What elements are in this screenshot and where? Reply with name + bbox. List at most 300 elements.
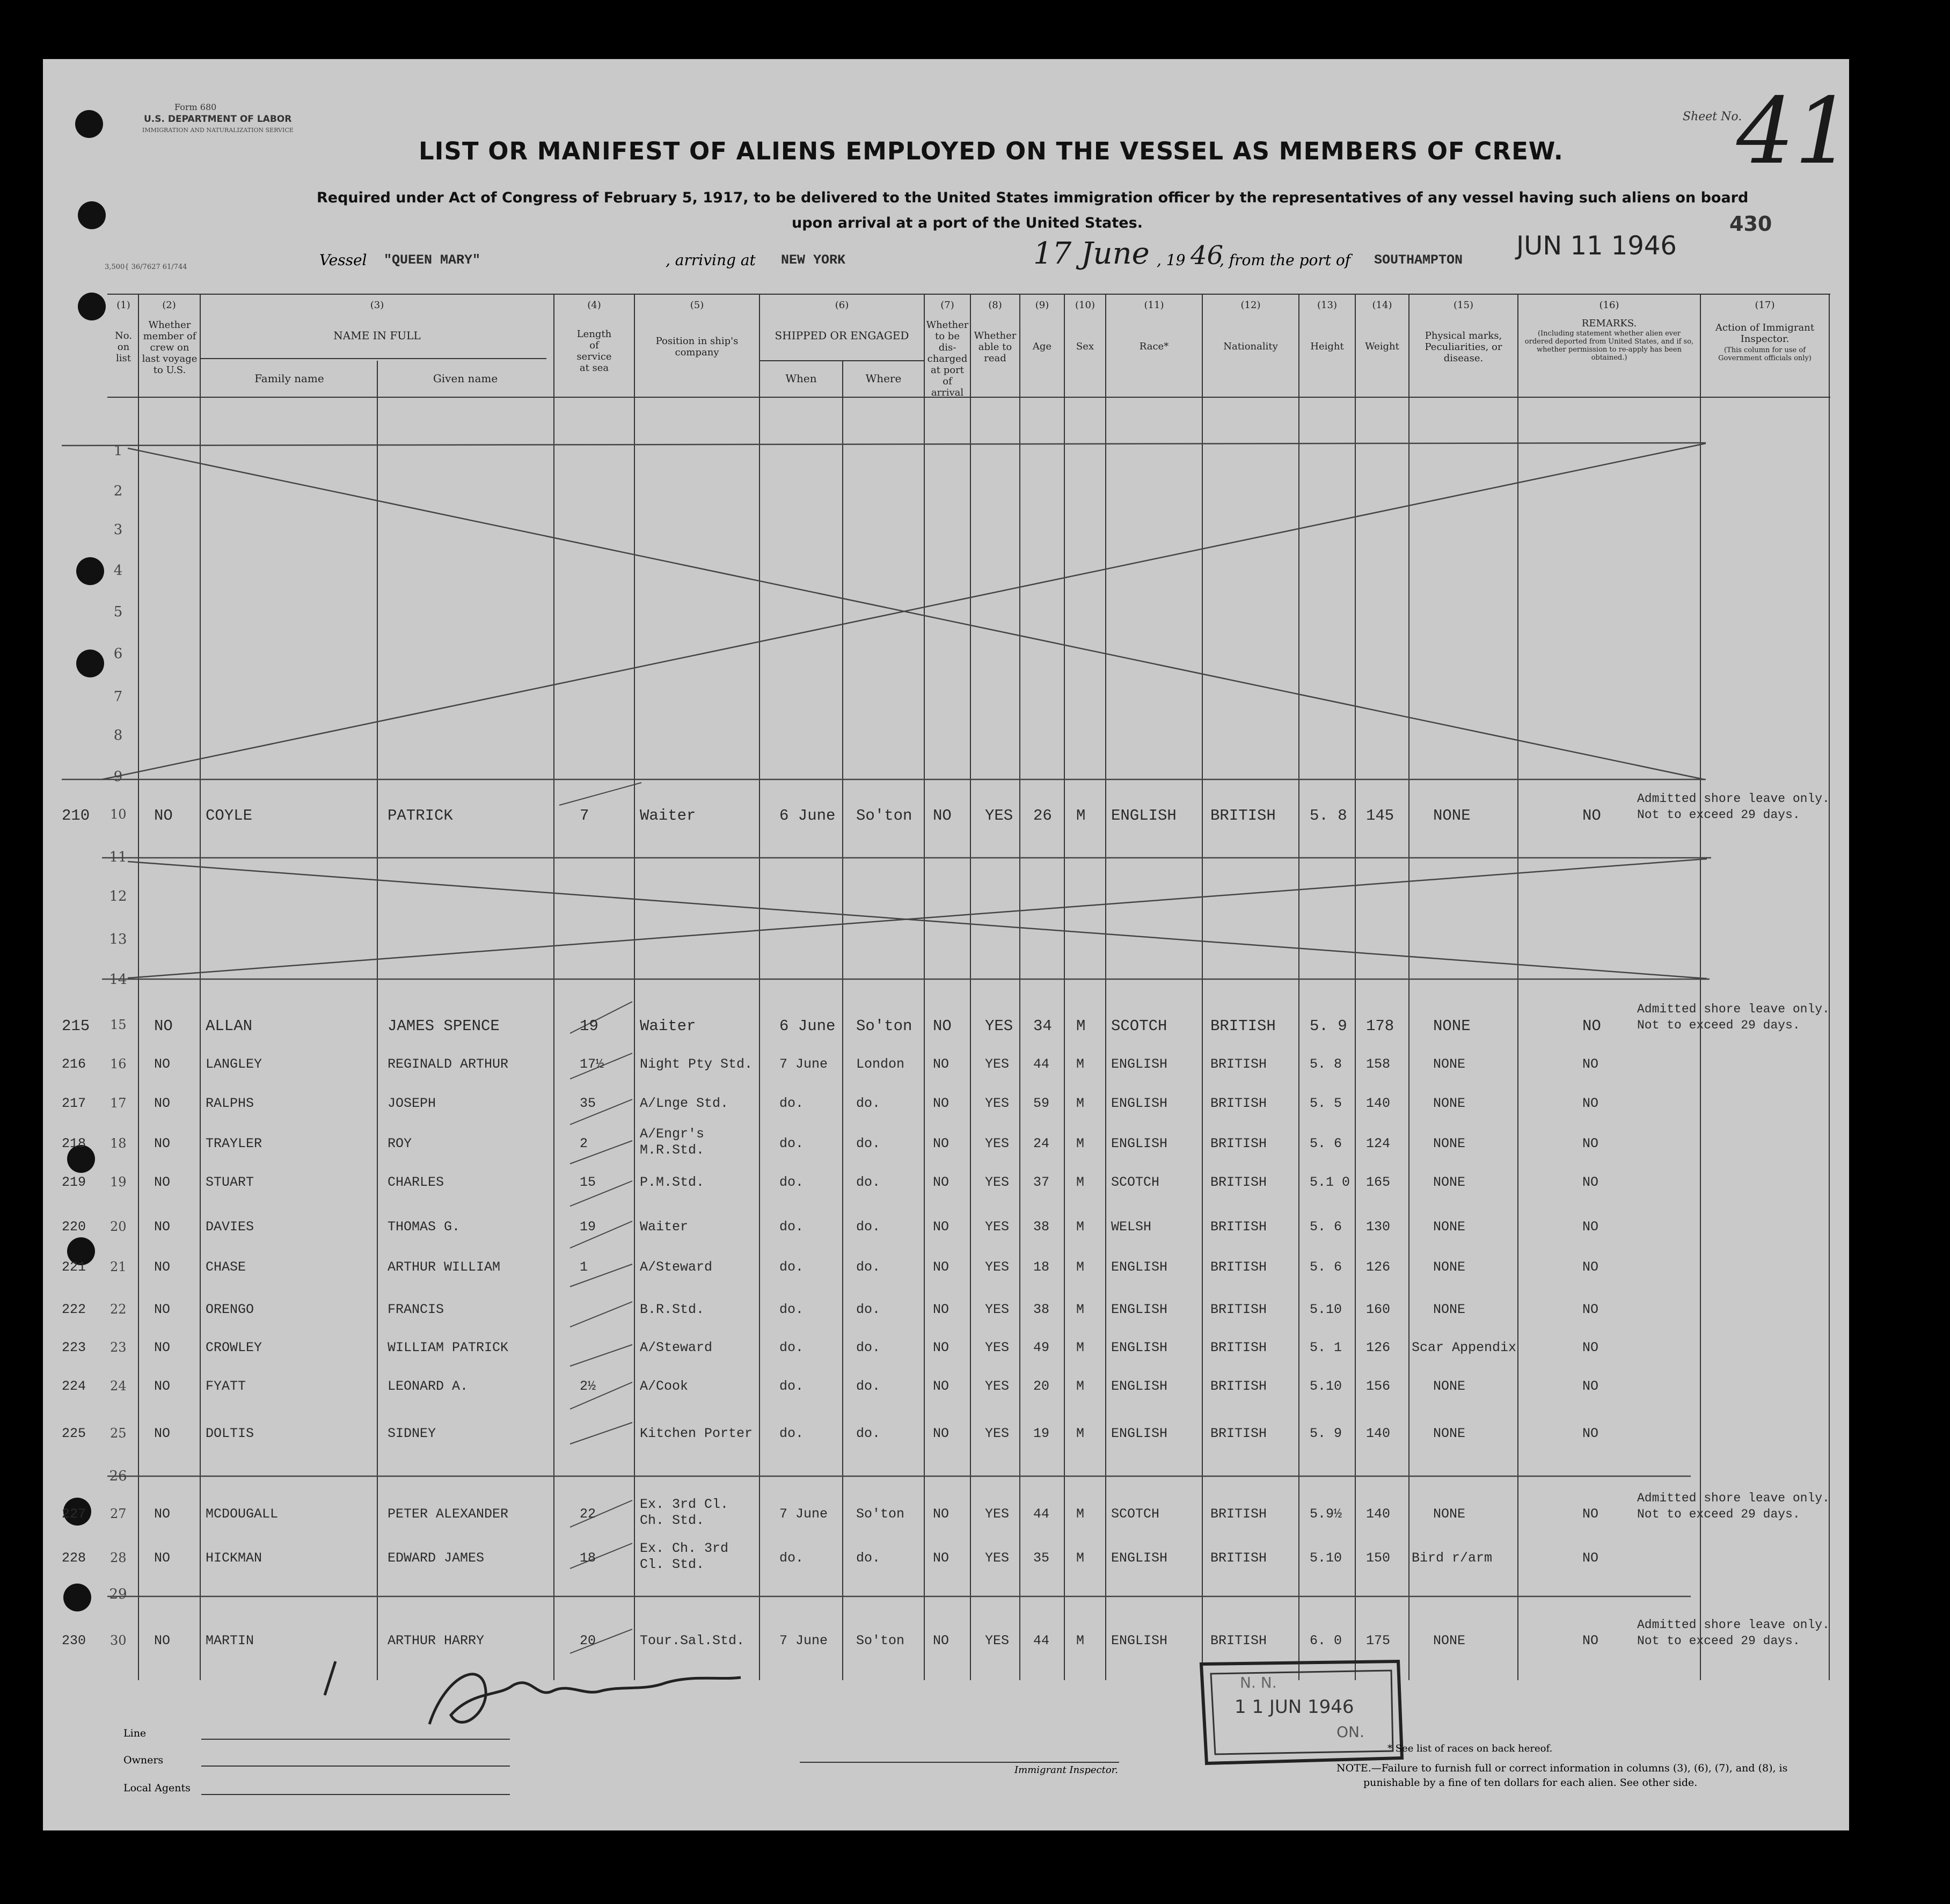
form-subtitle-2: upon arrival at a port of the United States. bbox=[792, 215, 1143, 231]
row-list-number: 24 bbox=[110, 1378, 127, 1394]
row-weight: 158 bbox=[1366, 1056, 1391, 1072]
row-discharged: NO bbox=[933, 1096, 950, 1111]
service-name: IMMIGRATION AND NATURALIZATION SERVICE bbox=[142, 127, 294, 134]
row-service-length: 1 bbox=[580, 1259, 588, 1275]
row-remarks: NO bbox=[1582, 1056, 1599, 1072]
row-weight: 160 bbox=[1366, 1302, 1391, 1317]
row-position: A/Lnge Std. bbox=[640, 1096, 729, 1111]
col11-label: Race* bbox=[1139, 341, 1169, 352]
row-weight: 175 bbox=[1366, 1633, 1391, 1648]
col5-num: (5) bbox=[690, 300, 704, 311]
row-sex: M bbox=[1076, 1506, 1085, 1522]
row-position: A/Steward bbox=[640, 1259, 713, 1275]
row-shipped-when: 7 June bbox=[779, 1056, 828, 1072]
row-nationality: BRITISH bbox=[1210, 1550, 1267, 1566]
col7-num: (7) bbox=[940, 300, 954, 311]
struck-row-number: 3 bbox=[113, 522, 123, 538]
row-age: 35 bbox=[1033, 1550, 1050, 1566]
row-able-to-read: YES bbox=[985, 1340, 1010, 1355]
col9-label: Age bbox=[1032, 341, 1052, 352]
struck-row-number: 14 bbox=[109, 972, 127, 988]
row-serial-number: 220 bbox=[62, 1219, 86, 1235]
row-physical-marks: NONE bbox=[1433, 1506, 1466, 1522]
row-family-name: COYLE bbox=[206, 807, 253, 825]
row-service-length: 7 bbox=[580, 807, 589, 825]
row-list-number: 19 bbox=[110, 1175, 127, 1190]
row-height: 5. 9 bbox=[1310, 1017, 1347, 1035]
row-position: A/Steward bbox=[640, 1340, 713, 1355]
col2-num: (2) bbox=[162, 300, 176, 311]
row-able-to-read: YES bbox=[985, 1096, 1010, 1111]
row-serial-number: 218 bbox=[62, 1136, 86, 1151]
row-sex: M bbox=[1076, 1340, 1085, 1355]
row-last-voyage: NO bbox=[154, 1506, 171, 1522]
row-position: Waiter bbox=[640, 1017, 696, 1035]
row-physical-marks: NONE bbox=[1433, 1056, 1466, 1072]
row-race: ENGLISH bbox=[1111, 1550, 1168, 1566]
row-remarks: NO bbox=[1582, 1175, 1599, 1190]
row-age: 34 bbox=[1033, 1017, 1052, 1035]
row-list-number: 18 bbox=[110, 1136, 127, 1151]
row-weight: 126 bbox=[1366, 1259, 1391, 1275]
col3-family: Family name bbox=[254, 372, 324, 385]
row-height: 6. 0 bbox=[1310, 1633, 1342, 1648]
row-physical-marks: Scar Appendix bbox=[1412, 1340, 1517, 1355]
row-nationality: BRITISH bbox=[1210, 1017, 1276, 1035]
row-remarks: NO bbox=[1582, 1340, 1599, 1355]
row-able-to-read: YES bbox=[985, 1302, 1010, 1317]
row-shipped-where: do. bbox=[856, 1175, 881, 1190]
col4-num: (4) bbox=[587, 300, 601, 311]
row-shipped-where: So'ton bbox=[856, 1017, 912, 1035]
row-shipped-when: do. bbox=[779, 1426, 804, 1441]
form-title: LIST OR MANIFEST OF ALIENS EMPLOYED ON THE VESSEL AS MEMBERS OF CREW. bbox=[419, 137, 1564, 165]
row-service-length: 35 bbox=[580, 1096, 596, 1111]
row-nationality: BRITISH bbox=[1210, 1506, 1267, 1522]
row-physical-marks: NONE bbox=[1433, 807, 1471, 825]
penalty-note-2: punishable by a fine of ten dollars for each alien. See other side. bbox=[1363, 1777, 1698, 1789]
row-discharged: NO bbox=[933, 1426, 950, 1441]
row-discharged: NO bbox=[933, 1378, 950, 1394]
row-shipped-when: do. bbox=[779, 1175, 804, 1190]
row-able-to-read: YES bbox=[985, 1219, 1010, 1235]
row-height: 5. 8 bbox=[1310, 807, 1347, 825]
row-list-number: 17 bbox=[110, 1096, 127, 1111]
row-height: 5. 9 bbox=[1310, 1426, 1342, 1441]
col3-num: (3) bbox=[370, 300, 384, 311]
row-list-number: 23 bbox=[110, 1340, 127, 1355]
col8-num: (8) bbox=[988, 300, 1002, 311]
row-inspector-action-limit: Not to exceed 29 days. bbox=[1637, 1634, 1800, 1648]
row-height: 5. 5 bbox=[1310, 1096, 1342, 1111]
arriving-label: , arriving at bbox=[666, 251, 756, 269]
inspection-stamp-line1: N. N. bbox=[1240, 1674, 1277, 1691]
row-shipped-where: So'ton bbox=[856, 1633, 905, 1648]
row-inspector-action: Admitted shore leave only. bbox=[1637, 792, 1830, 806]
struck-row-number: 7 bbox=[113, 689, 123, 705]
row-discharged: NO bbox=[933, 1302, 950, 1317]
row-discharged: NO bbox=[933, 1259, 950, 1275]
row-given-name: SIDNEY bbox=[388, 1426, 436, 1441]
row-nationality: BRITISH bbox=[1210, 1302, 1267, 1317]
row-given-name: PATRICK bbox=[388, 807, 453, 825]
row-given-name: PETER ALEXANDER bbox=[388, 1506, 509, 1522]
col2-label: Whether member of crew on last voyage to U.S. bbox=[142, 319, 198, 376]
struck-row-number: 13 bbox=[109, 931, 127, 947]
row-family-name: LANGLEY bbox=[206, 1056, 262, 1072]
arrival-date: 17 June bbox=[1033, 236, 1150, 271]
row-sex: M bbox=[1076, 1259, 1085, 1275]
row-remarks: NO bbox=[1582, 1426, 1599, 1441]
col9-num: (9) bbox=[1035, 300, 1049, 311]
row-remarks: NO bbox=[1582, 1096, 1599, 1111]
row-age: 19 bbox=[1033, 1426, 1050, 1441]
row-able-to-read: YES bbox=[985, 1426, 1010, 1441]
row-shipped-when: do. bbox=[779, 1550, 804, 1566]
col1-label: No. on list bbox=[115, 330, 132, 364]
row-shipped-when: do. bbox=[779, 1136, 804, 1151]
row-position: Waiter bbox=[640, 807, 696, 825]
row-nationality: BRITISH bbox=[1210, 1096, 1267, 1111]
col11-num: (11) bbox=[1144, 300, 1164, 311]
col4-label: Length of service at sea bbox=[576, 329, 612, 374]
row-family-name: STUART bbox=[206, 1175, 254, 1190]
col13-num: (13) bbox=[1317, 300, 1337, 311]
row-serial-number: 216 bbox=[62, 1056, 86, 1072]
row-given-name: REGINALD ARTHUR bbox=[388, 1056, 509, 1072]
row-inspector-action-limit: Not to exceed 29 days. bbox=[1637, 1018, 1800, 1032]
row-race: SCOTCH bbox=[1111, 1506, 1160, 1522]
row-serial-number: 219 bbox=[62, 1175, 86, 1190]
row-discharged: NO bbox=[933, 1340, 950, 1355]
row-age: 38 bbox=[1033, 1302, 1050, 1317]
col14-num: (14) bbox=[1372, 300, 1392, 311]
row-given-name: EDWARD JAMES bbox=[388, 1550, 485, 1566]
row-position: Tour.Sal.Std. bbox=[640, 1633, 745, 1648]
row-position: Kitchen Porter bbox=[640, 1426, 753, 1441]
form-subtitle-1: Required under Act of Congress of February 5, 1917, to be delivered to the United States immigration officer by the representatives of any vessel having such aliens on board bbox=[317, 189, 1749, 206]
row-remarks: NO bbox=[1582, 1506, 1599, 1522]
row-family-name: CHASE bbox=[206, 1259, 246, 1275]
struck-row-number: 4 bbox=[113, 563, 123, 579]
row-shipped-when: do. bbox=[779, 1219, 804, 1235]
row-family-name: HICKMAN bbox=[206, 1550, 262, 1566]
row-nationality: BRITISH bbox=[1210, 1056, 1267, 1072]
row-age: 37 bbox=[1033, 1175, 1050, 1190]
row-weight: 130 bbox=[1366, 1219, 1391, 1235]
row-able-to-read: YES bbox=[985, 1136, 1010, 1151]
row-nationality: BRITISH bbox=[1210, 1426, 1267, 1441]
row-family-name: TRAYLER bbox=[206, 1136, 262, 1151]
col15-num: (15) bbox=[1454, 300, 1473, 311]
row-family-name: MCDOUGALL bbox=[206, 1506, 279, 1522]
row-weight: 178 bbox=[1366, 1017, 1394, 1035]
sheet-number: 41 bbox=[1736, 78, 1853, 185]
row-list-number: 10 bbox=[110, 807, 127, 822]
row-remarks: NO bbox=[1582, 1219, 1599, 1235]
row-serial-number: 230 bbox=[62, 1633, 86, 1648]
row-service-length: 19 bbox=[580, 1219, 596, 1235]
row-height: 5. 6 bbox=[1310, 1136, 1342, 1151]
struck-row-number: 2 bbox=[113, 483, 123, 499]
row-race: ENGLISH bbox=[1111, 1340, 1168, 1355]
row-shipped-where: do. bbox=[856, 1136, 881, 1151]
row-height: 5.1 0 bbox=[1310, 1175, 1350, 1190]
row-last-voyage: NO bbox=[154, 1175, 171, 1190]
row-nationality: BRITISH bbox=[1210, 807, 1276, 825]
row-able-to-read: YES bbox=[985, 1017, 1013, 1035]
row-serial-number: 224 bbox=[62, 1378, 86, 1394]
arriving-port: NEW YORK bbox=[781, 252, 846, 268]
row-sex: M bbox=[1076, 1633, 1085, 1648]
row-age: 38 bbox=[1033, 1219, 1050, 1235]
row-family-name: MARTIN bbox=[206, 1633, 254, 1648]
row-race: WELSH bbox=[1111, 1219, 1152, 1235]
row-service-length: 2 bbox=[580, 1136, 588, 1151]
row-nationality: BRITISH bbox=[1210, 1136, 1267, 1151]
row-shipped-where: do. bbox=[856, 1096, 881, 1111]
row-race: ENGLISH bbox=[1111, 1378, 1168, 1394]
row-discharged: NO bbox=[933, 1136, 950, 1151]
row-given-name: FRANCIS bbox=[388, 1302, 444, 1317]
row-nationality: BRITISH bbox=[1210, 1340, 1267, 1355]
row-physical-marks: NONE bbox=[1433, 1426, 1466, 1441]
row-discharged: NO bbox=[933, 1633, 950, 1648]
col5-label: Position in ship's company bbox=[655, 335, 739, 358]
row-shipped-when: do. bbox=[779, 1302, 804, 1317]
row-shipped-when: do. bbox=[779, 1096, 804, 1111]
row-nationality: BRITISH bbox=[1210, 1259, 1267, 1275]
row-family-name: FYATT bbox=[206, 1378, 246, 1394]
row-family-name: ALLAN bbox=[206, 1017, 253, 1035]
row-given-name: LEONARD A. bbox=[388, 1378, 469, 1394]
col17-sub: (This column for use of Government officials only) bbox=[1718, 346, 1812, 362]
struck-row-number: 26 bbox=[109, 1468, 127, 1484]
row-serial-number: 222 bbox=[62, 1302, 86, 1317]
row-last-voyage: NO bbox=[154, 1378, 171, 1394]
row-age: 44 bbox=[1033, 1506, 1050, 1522]
row-race: SCOTCH bbox=[1111, 1175, 1160, 1190]
row-sex: M bbox=[1076, 1136, 1085, 1151]
row-age: 49 bbox=[1033, 1340, 1050, 1355]
row-weight: 140 bbox=[1366, 1426, 1391, 1441]
footer-agents-label: Local Agents bbox=[123, 1782, 191, 1794]
row-last-voyage: NO bbox=[154, 1302, 171, 1317]
row-last-voyage: NO bbox=[154, 1259, 171, 1275]
row-last-voyage: NO bbox=[154, 1017, 173, 1035]
row-sex: M bbox=[1076, 807, 1086, 825]
row-last-voyage: NO bbox=[154, 1136, 171, 1151]
row-race: ENGLISH bbox=[1111, 1136, 1168, 1151]
row-position: A/Engr's M.R.Std. bbox=[640, 1126, 705, 1158]
row-serial-number: 225 bbox=[62, 1426, 86, 1441]
row-discharged: NO bbox=[933, 1017, 952, 1035]
row-remarks: NO bbox=[1582, 1633, 1599, 1648]
row-discharged: NO bbox=[933, 1506, 950, 1522]
col10-num: (10) bbox=[1075, 300, 1095, 311]
row-shipped-where: do. bbox=[856, 1378, 881, 1394]
col16-label: REMARKS. bbox=[1581, 318, 1637, 329]
row-given-name: THOMAS G. bbox=[388, 1219, 461, 1235]
row-age: 20 bbox=[1033, 1378, 1050, 1394]
row-weight: 150 bbox=[1366, 1550, 1391, 1566]
row-shipped-where: do. bbox=[856, 1259, 881, 1275]
row-sex: M bbox=[1076, 1056, 1085, 1072]
row-position: Ex. 3rd Cl. Ch. Std. bbox=[640, 1497, 729, 1528]
row-position: P.M.Std. bbox=[640, 1175, 705, 1190]
row-height: 5.10 bbox=[1310, 1302, 1342, 1317]
row-able-to-read: YES bbox=[985, 1633, 1010, 1648]
row-shipped-when: 6 June bbox=[779, 1017, 836, 1035]
row-remarks: NO bbox=[1582, 1136, 1599, 1151]
row-weight: 156 bbox=[1366, 1378, 1391, 1394]
arrival-year: 46 bbox=[1191, 240, 1224, 271]
row-physical-marks: NONE bbox=[1433, 1378, 1466, 1394]
col8-label: Whether able to read bbox=[974, 330, 1017, 364]
struck-row-number: 5 bbox=[113, 604, 123, 620]
row-height: 5.10 bbox=[1310, 1550, 1342, 1566]
vessel-label: Vessel bbox=[319, 251, 367, 269]
row-service-length: 15 bbox=[580, 1175, 596, 1190]
row-service-length: 18 bbox=[580, 1550, 596, 1566]
row-last-voyage: NO bbox=[154, 1219, 171, 1235]
row-position: Waiter bbox=[640, 1219, 689, 1235]
row-weight: 124 bbox=[1366, 1136, 1391, 1151]
row-list-number: 20 bbox=[110, 1219, 127, 1234]
row-height: 5.9½ bbox=[1310, 1506, 1342, 1522]
row-shipped-when: do. bbox=[779, 1259, 804, 1275]
row-shipped-where: So'ton bbox=[856, 807, 912, 825]
row-family-name: RALPHS bbox=[206, 1096, 254, 1111]
struck-row-number: 9 bbox=[113, 769, 123, 785]
row-physical-marks: NONE bbox=[1433, 1219, 1466, 1235]
row-service-length: 19 bbox=[580, 1017, 598, 1035]
row-family-name: DAVIES bbox=[206, 1219, 254, 1235]
row-serial-number: 227 bbox=[62, 1506, 86, 1522]
sheet-label: Sheet No. bbox=[1683, 110, 1742, 123]
penalty-note-1: NOTE.—Failure to furnish full or correct information in columns (3), (6), (7), and (8), is bbox=[1336, 1762, 1788, 1774]
row-given-name: ARTHUR WILLIAM bbox=[388, 1259, 501, 1275]
departure-port: SOUTHAMPTON bbox=[1374, 252, 1463, 268]
row-shipped-where: do. bbox=[856, 1219, 881, 1235]
row-sex: M bbox=[1076, 1302, 1085, 1317]
row-age: 26 bbox=[1033, 807, 1052, 825]
row-height: 5. 1 bbox=[1310, 1340, 1342, 1355]
row-able-to-read: YES bbox=[985, 1550, 1010, 1566]
col14-label: Weight bbox=[1365, 341, 1399, 352]
row-physical-marks: NONE bbox=[1433, 1302, 1466, 1317]
row-discharged: NO bbox=[933, 1175, 950, 1190]
row-given-name: WILLIAM PATRICK bbox=[388, 1340, 509, 1355]
row-sex: M bbox=[1076, 1550, 1085, 1566]
row-able-to-read: YES bbox=[985, 1056, 1010, 1072]
row-given-name: CHARLES bbox=[388, 1175, 444, 1190]
col3-given: Given name bbox=[433, 372, 498, 385]
row-remarks: NO bbox=[1582, 1302, 1599, 1317]
row-race: ENGLISH bbox=[1111, 1096, 1168, 1111]
row-sex: M bbox=[1076, 1219, 1085, 1235]
row-physical-marks: NONE bbox=[1433, 1633, 1466, 1648]
row-remarks: NO bbox=[1582, 1378, 1599, 1394]
row-weight: 145 bbox=[1366, 807, 1394, 825]
row-remarks: NO bbox=[1582, 1017, 1601, 1035]
row-remarks: NO bbox=[1582, 1259, 1599, 1275]
row-shipped-where: do. bbox=[856, 1550, 881, 1566]
row-physical-marks: NONE bbox=[1433, 1259, 1466, 1275]
row-physical-marks: NONE bbox=[1433, 1175, 1466, 1190]
row-able-to-read: YES bbox=[985, 807, 1013, 825]
vessel-name: "QUEEN MARY" bbox=[384, 252, 481, 268]
row-weight: 140 bbox=[1366, 1096, 1391, 1111]
row-service-length: 2½ bbox=[580, 1378, 596, 1394]
col12-num: (12) bbox=[1240, 300, 1261, 311]
row-height: 5. 6 bbox=[1310, 1259, 1342, 1275]
row-age: 59 bbox=[1033, 1096, 1050, 1111]
inspection-stamp-date: 1 1 JUN 1946 bbox=[1235, 1696, 1354, 1718]
row-last-voyage: NO bbox=[154, 1633, 171, 1648]
struck-row-number: 8 bbox=[113, 727, 123, 743]
struck-row-number: 12 bbox=[109, 888, 127, 904]
col1-num: (1) bbox=[116, 300, 130, 311]
row-discharged: NO bbox=[933, 807, 952, 825]
row-given-name: JAMES SPENCE bbox=[388, 1017, 500, 1035]
row-able-to-read: YES bbox=[985, 1175, 1010, 1190]
row-physical-marks: NONE bbox=[1433, 1136, 1466, 1151]
col16-sub: (Including statement whether alien ever ordered deported from United States, and if so, whether permission to re-apply has been obtained.) bbox=[1524, 330, 1694, 362]
col6-num: (6) bbox=[835, 300, 849, 311]
row-remarks: NO bbox=[1582, 1550, 1599, 1566]
row-family-name: DOLTIS bbox=[206, 1426, 254, 1441]
col16-num: (16) bbox=[1599, 300, 1619, 311]
row-serial-number: 217 bbox=[62, 1096, 86, 1111]
row-sex: M bbox=[1076, 1017, 1086, 1035]
row-shipped-where: do. bbox=[856, 1340, 881, 1355]
col15-label: Physical marks, Peculiarities, or disease. bbox=[1425, 330, 1502, 364]
row-family-name: ORENGO bbox=[206, 1302, 254, 1317]
row-position: A/Cook bbox=[640, 1378, 689, 1394]
row-inspector-action: Admitted shore leave only. bbox=[1637, 1618, 1830, 1632]
row-age: 44 bbox=[1033, 1633, 1050, 1648]
row-serial-number: 210 bbox=[62, 807, 90, 825]
col17-num: (17) bbox=[1755, 300, 1775, 311]
row-shipped-where: So'ton bbox=[856, 1506, 905, 1522]
from-port-label: , from the port of bbox=[1219, 251, 1351, 269]
row-race: ENGLISH bbox=[1111, 1302, 1168, 1317]
row-shipped-when: 6 June bbox=[779, 807, 836, 825]
row-height: 5.10 bbox=[1310, 1378, 1342, 1394]
row-serial-number: 223 bbox=[62, 1340, 86, 1355]
col13-label: Height bbox=[1310, 341, 1344, 352]
col17-label: Action of Immigrant Inspector. bbox=[1715, 322, 1815, 345]
row-sex: M bbox=[1076, 1378, 1085, 1394]
row-list-number: 21 bbox=[110, 1259, 127, 1274]
row-family-name: CROWLEY bbox=[206, 1340, 262, 1355]
row-nationality: BRITISH bbox=[1210, 1175, 1267, 1190]
row-last-voyage: NO bbox=[154, 807, 173, 825]
year-prefix: , 19 bbox=[1157, 251, 1186, 269]
row-list-number: 25 bbox=[110, 1426, 127, 1441]
struck-row-number: 6 bbox=[113, 646, 123, 662]
row-last-voyage: NO bbox=[154, 1550, 171, 1566]
row-last-voyage: NO bbox=[154, 1096, 171, 1111]
row-physical-marks: Bird r/arm bbox=[1412, 1550, 1493, 1566]
col6-where: Where bbox=[865, 372, 902, 385]
struck-row-number: 1 bbox=[113, 443, 123, 459]
row-discharged: NO bbox=[933, 1056, 950, 1072]
inspection-stamp-line3: ON. bbox=[1336, 1723, 1364, 1741]
col3-label: NAME IN FULL bbox=[333, 329, 421, 342]
col6-label: SHIPPED OR ENGAGED bbox=[775, 329, 909, 342]
